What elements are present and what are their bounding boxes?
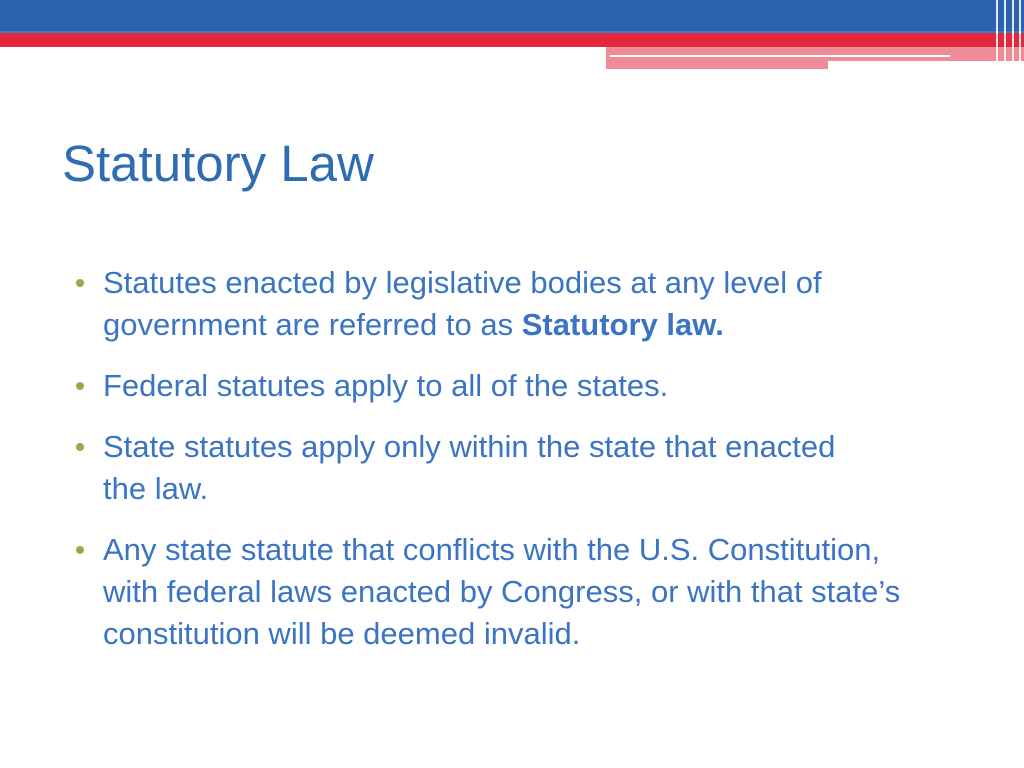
header-pink-tab <box>606 47 1024 61</box>
bullet-text: State statutes apply only within the state that enacted the law. <box>103 429 836 506</box>
bullet-text: Any state statute that conflicts with the U.S. Constitution, with federal laws enacted by Congress, or with that state’s constitution will be deemed invalid. <box>103 532 901 651</box>
header-white-divider <box>610 55 950 57</box>
header-pink-low-strip <box>606 61 828 69</box>
bullet-marker <box>76 382 84 390</box>
bullet-item <box>76 529 923 655</box>
bullet-marker <box>76 443 84 451</box>
header-vertical-stripe <box>996 0 998 70</box>
bullet-item <box>76 365 973 407</box>
bullet-emphasis: Statutory law. <box>521 307 724 342</box>
bullet-marker <box>76 546 84 554</box>
bullet-text: Federal statutes apply to all of the states. <box>103 368 669 403</box>
slide-title: Statutory Law <box>62 135 374 192</box>
bullet-item <box>76 262 973 346</box>
header-vertical-stripe <box>1019 0 1021 70</box>
bullet-item <box>76 426 863 510</box>
header-vertical-stripe <box>1012 0 1014 70</box>
bullet-marker <box>76 279 84 287</box>
bullet-text: Statutes enacted by legislative bodies at any level of government are referred to as <box>103 265 822 342</box>
header-vertical-stripe <box>1004 0 1006 70</box>
header-red-band <box>0 33 1024 47</box>
bullet-list <box>76 262 976 674</box>
header-blue-band <box>0 0 1024 33</box>
